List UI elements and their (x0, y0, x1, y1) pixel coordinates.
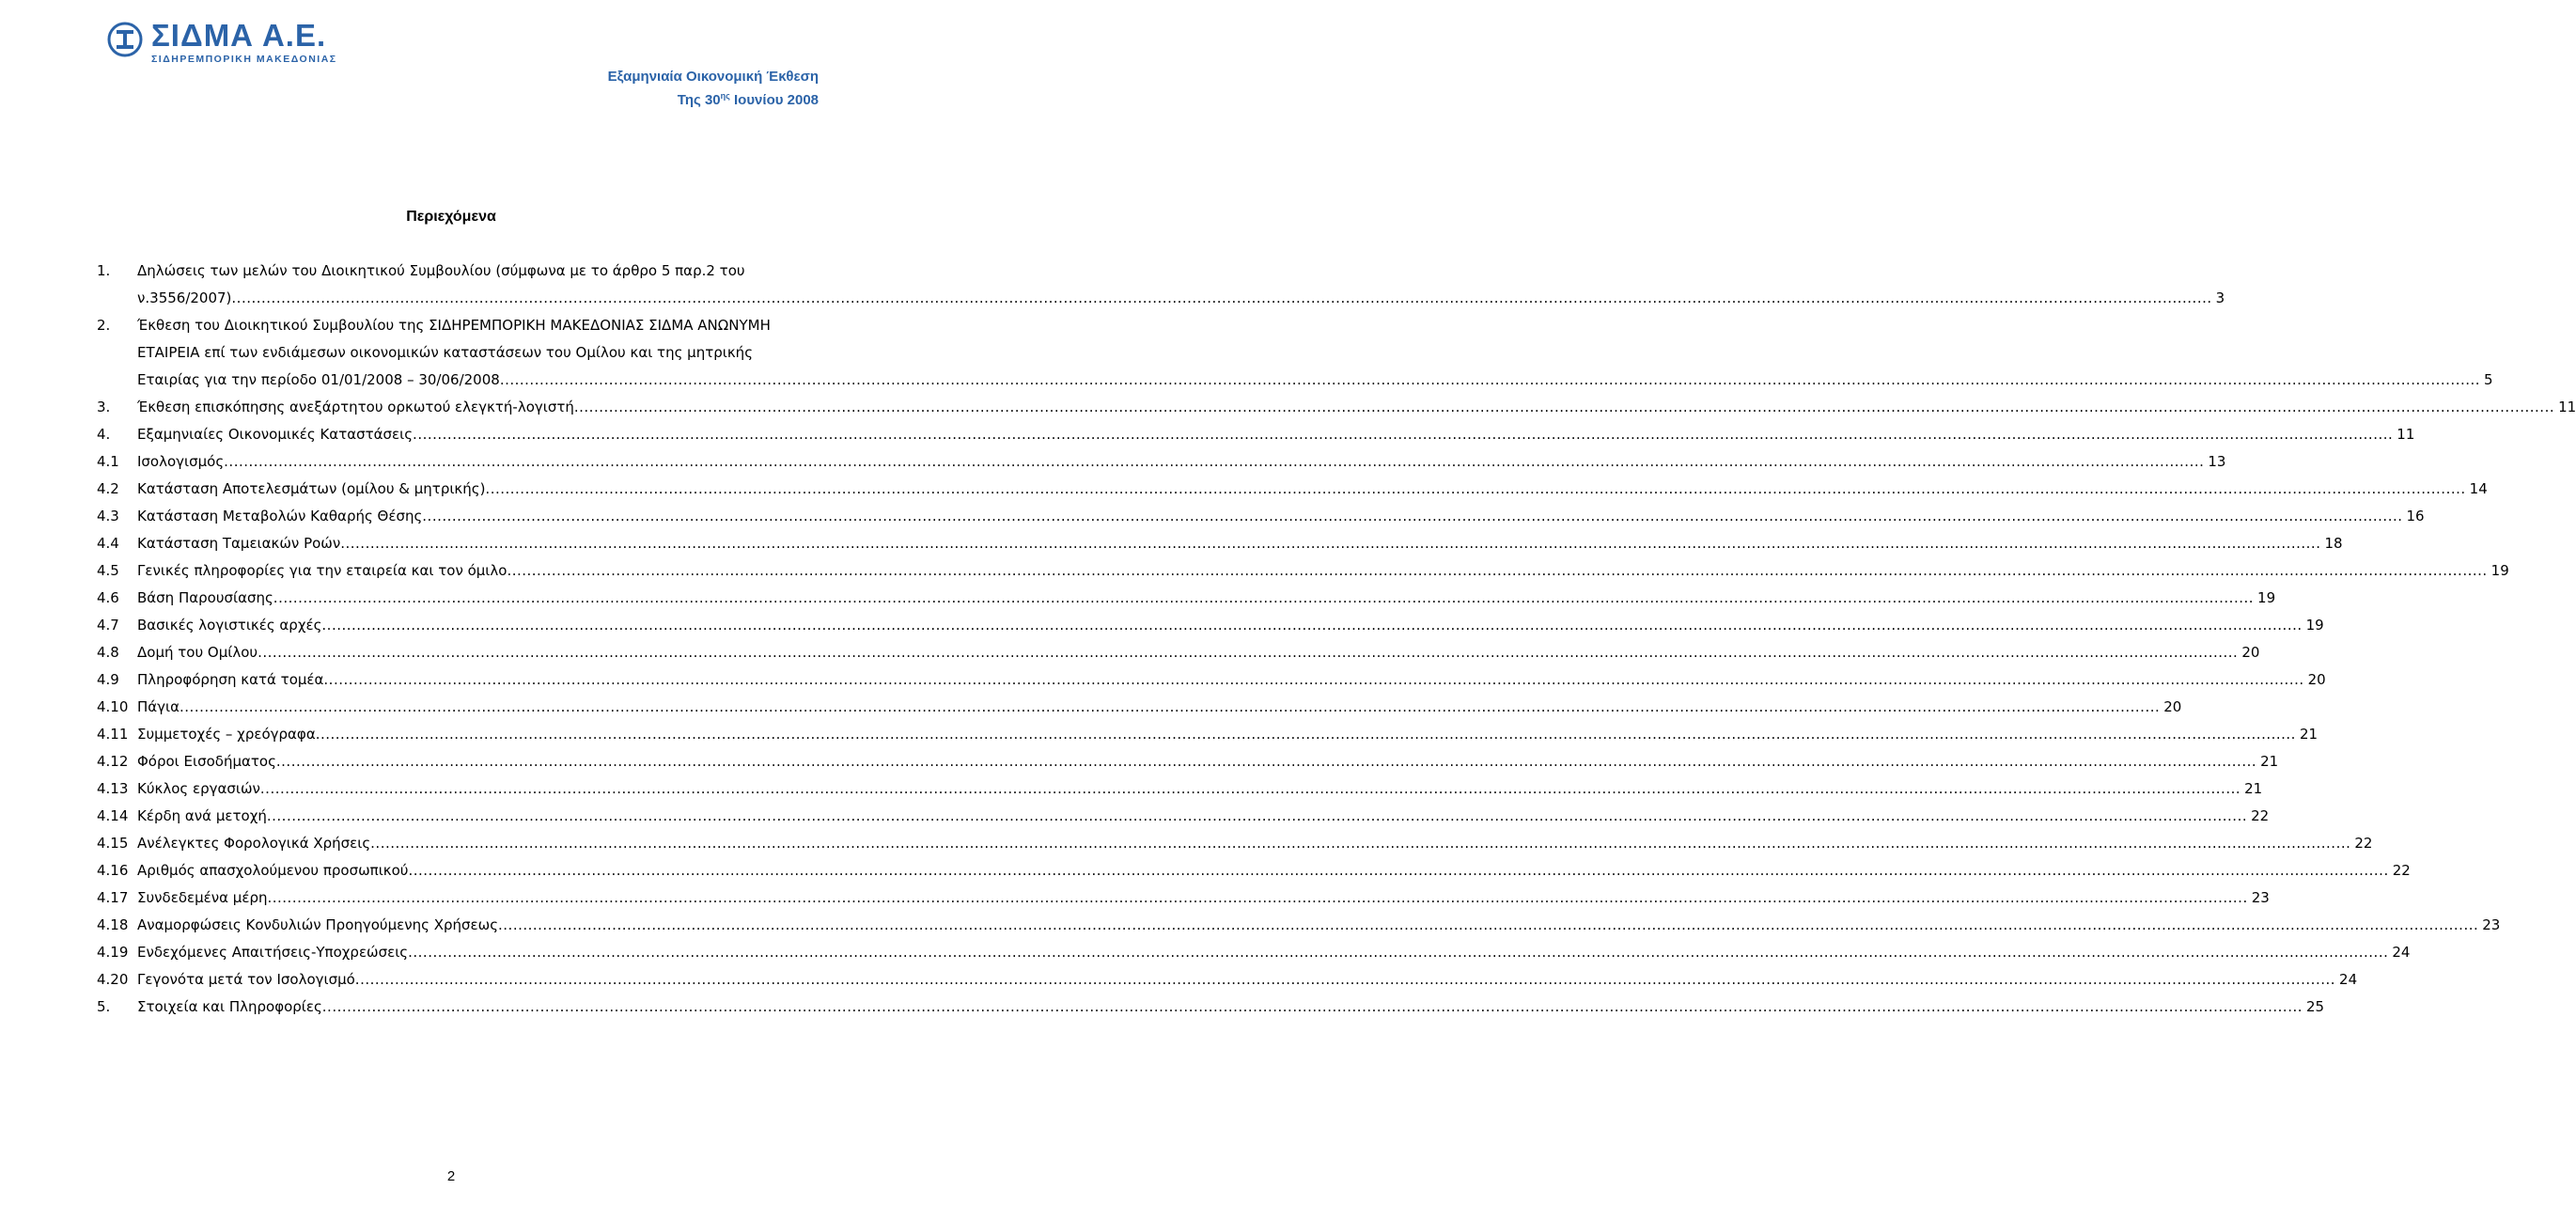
toc-entry[interactable] (97, 721, 2318, 748)
toc-page-number: 14 (2469, 480, 2488, 497)
toc-entry-title: Ισολογισμός (137, 453, 225, 470)
toc-entry[interactable] (97, 612, 2324, 639)
toc-entry-title: Πληροφόρηση κατά τομέα (137, 671, 324, 688)
toc-dot-leader: ................................................................................................................................................................................................................................................................................................................................................................................................................ (231, 290, 2212, 306)
toc-entry-title: Φόροι Εισοδήματος (137, 753, 276, 770)
toc-dot-leader: ................................................................................................................................................................................................................................................................................................................................................................................................................ (323, 671, 2304, 688)
toc-entry-number: 3. (97, 399, 111, 415)
toc-entry-number: 5. (97, 998, 111, 1015)
table-of-contents (97, 258, 2576, 1021)
toc-entry-title: Κέρδη ανά μετοχή (137, 807, 267, 824)
toc-page-number: 24 (2392, 944, 2411, 961)
toc-page-number: 19 (2490, 562, 2509, 579)
report-date-suffix: Ιουνίου 2008 (734, 92, 819, 108)
toc-dot-leader: ................................................................................................................................................................................................................................................................................................................................................................................................................ (507, 562, 2488, 579)
toc-dot-leader: ................................................................................................................................................................................................................................................................................................................................................................................................................ (370, 835, 2351, 852)
toc-entry-number: 4.13 (97, 780, 129, 797)
toc-dot-leader: ................................................................................................................................................................................................................................................................................................................................................................................................................ (340, 535, 2321, 552)
toc-entry-number: 4.19 (97, 944, 129, 961)
page-number: 2 (446, 1168, 456, 1184)
toc-dot-leader: ................................................................................................................................................................................................................................................................................................................................................................................................................ (408, 862, 2389, 879)
toc-page-number: 11 (2396, 426, 2415, 443)
toc-entry-title: Έκθεση επισκόπησης ανεξάρτητου ορκωτού ελεγκτή-λογιστή (137, 399, 574, 415)
toc-page-number: 20 (2163, 698, 2182, 715)
toc-dot-leader: ................................................................................................................................................................................................................................................................................................................................................................................................................ (180, 698, 2161, 715)
report-date-prefix: Της 30 (677, 92, 721, 108)
toc-entry-title: ΕΤΑΙΡΕΙΑ επί των ενδιάμεσων οικονομικών καταστάσεων του Ομίλου και της μητρικής (137, 344, 753, 361)
toc-entry-title: Δομή του Ομίλου (137, 644, 258, 661)
toc-entry-title: Εξαμηνιαίες Οικονομικές Καταστάσεις (137, 426, 414, 443)
toc-page-number: 3 (2215, 290, 2225, 306)
toc-page-number: 23 (2251, 889, 2270, 906)
toc-dot-leader: ................................................................................................................................................................................................................................................................................................................................................................................................................ (224, 453, 2205, 470)
toc-page-number: 22 (2392, 862, 2411, 879)
toc-page-number: 21 (2299, 726, 2318, 743)
toc-page-number: 22 (2354, 835, 2373, 852)
toc-dot-leader: ................................................................................................................................................................................................................................................................................................................................................................................................................ (573, 399, 2555, 415)
toc-entry-title: Εταιρίας για την περίοδο 01/01/2008 – 30/06/2008 (137, 371, 500, 388)
toc-dot-leader: ................................................................................................................................................................................................................................................................................................................................................................................................................ (408, 944, 2389, 961)
toc-dot-leader: ................................................................................................................................................................................................................................................................................................................................................................................................................ (258, 644, 2239, 661)
toc-entry-number: 4.7 (97, 617, 119, 634)
toc-dot-leader: ................................................................................................................................................................................................................................................................................................................................................................................................................ (275, 753, 2257, 770)
toc-entry-title: Βάση Παρουσίασης (137, 589, 273, 606)
toc-entry[interactable] (97, 994, 2325, 1021)
toc-entry[interactable] (97, 748, 2279, 775)
toc-dot-leader: ................................................................................................................................................................................................................................................................................................................................................................................................................ (413, 426, 2394, 443)
toc-page-number: 16 (2406, 508, 2425, 524)
toc-entry-title: Κύκλος εργασιών (137, 780, 260, 797)
toc-page-number: 22 (2251, 807, 2270, 824)
toc-entry-number: 4.16 (97, 862, 129, 879)
toc-entry-number: 4.1 (97, 453, 119, 470)
toc-entry-number: 4.14 (97, 807, 129, 824)
toc-entry[interactable] (97, 639, 2260, 666)
toc-page-number: 21 (2260, 753, 2279, 770)
toc-entry-number: 4. (97, 426, 111, 443)
toc-entry[interactable] (97, 830, 2373, 857)
toc-entry[interactable] (97, 694, 2182, 721)
report-date (608, 86, 819, 110)
toc-dot-leader: ................................................................................................................................................................................................................................................................................................................................................................................................................ (321, 617, 2303, 634)
toc-entry[interactable] (97, 966, 2358, 994)
toc-entry-title: Συνδεδεμένα μέρη (137, 889, 268, 906)
toc-entry-title: Ενδεχόμενες Απαιτήσεις-Υποχρεώσεις (137, 944, 409, 961)
toc-entry[interactable] (97, 775, 2263, 803)
toc-entry[interactable] (97, 557, 2509, 585)
toc-dot-leader: ................................................................................................................................................................................................................................................................................................................................................................................................................ (485, 480, 2466, 497)
toc-entry-number: 4.9 (97, 671, 119, 688)
toc-dot-leader: ................................................................................................................................................................................................................................................................................................................................................................................................................ (422, 508, 2403, 524)
report-header (608, 68, 819, 110)
toc-entry-number: 1. (97, 262, 111, 279)
toc-page-number: 25 (2306, 998, 2325, 1015)
toc-entry[interactable] (97, 585, 2276, 612)
toc-entry-number: 4.17 (97, 889, 129, 906)
toc-dot-leader: ................................................................................................................................................................................................................................................................................................................................................................................................................ (354, 971, 2336, 988)
toc-entry-number: 4.11 (97, 726, 129, 743)
toc-entry-title: Γενικές πληροφορίες για την εταιρεία και τον όμιλο (137, 562, 507, 579)
toc-page-number: 21 (2244, 780, 2263, 797)
toc-page-number: 18 (2324, 535, 2343, 552)
toc-entry-number: 4.18 (97, 916, 129, 933)
toc-entry-title: Κατάσταση Ταμειακών Ροών (137, 535, 341, 552)
toc-entry-title: Κατάσταση Μεταβολών Καθαρής Θέσης (137, 508, 423, 524)
toc-entry-number: 4.2 (97, 480, 119, 497)
toc-page-number: 11 (2558, 399, 2576, 415)
toc-dot-leader: ................................................................................................................................................................................................................................................................................................................................................................................................................ (267, 889, 2248, 906)
toc-entry-title: Πάγια (137, 698, 180, 715)
toc-entry[interactable] (97, 857, 2411, 884)
toc-page-number: 20 (2241, 644, 2260, 661)
toc-entry[interactable] (97, 312, 2493, 394)
toc-page-number: 19 (2257, 589, 2276, 606)
toc-entry-title: Αριθμός απασχολούμενου προσωπικού (137, 862, 409, 879)
toc-entry-number: 4.15 (97, 835, 129, 852)
toc-title: Περιεχόμενα (406, 209, 496, 225)
toc-page-number: 5 (2484, 371, 2493, 388)
logo-company-name: ΣΙΔΜΑ Α.Ε. (151, 18, 327, 53)
toc-page-number: 23 (2482, 916, 2501, 933)
toc-dot-leader: ................................................................................................................................................................................................................................................................................................................................................................................................................ (273, 589, 2255, 606)
toc-entry[interactable] (97, 803, 2270, 830)
toc-dot-leader: ................................................................................................................................................................................................................................................................................................................................................................................................................ (499, 371, 2481, 388)
toc-entry-number: 4.20 (97, 971, 129, 988)
toc-entry-title: Δηλώσεις των μελών του Διοικητικού Συμβουλίου (σύμφωνα με το άρθρο 5 παρ.2 του (137, 262, 745, 279)
toc-entry[interactable] (97, 448, 2226, 476)
toc-page-number: 24 (2339, 971, 2358, 988)
toc-entry-title: Συμμετοχές – χρεόγραφα (137, 726, 316, 743)
logo-company-subtitle: ΣΙΔΗΡΕΜΠΟΡΙΚΗ ΜΑΚΕΔΟΝΙΑΣ (151, 54, 337, 65)
toc-dot-leader: ................................................................................................................................................................................................................................................................................................................................................................................................................ (321, 998, 2303, 1015)
toc-entry[interactable] (97, 476, 2488, 503)
toc-entry-title: Ανέλεγκτες Φορολογικά Χρήσεις (137, 835, 371, 852)
toc-entry-title: Έκθεση του Διοικητικού Συμβουλίου της ΣΙΔΗΡΕΜΠΟΡΙΚΗ ΜΑΚΕΔΟΝΙΑΣ ΣΙΔΜΑ ΑΝΩΝΥΜΗ (137, 317, 771, 334)
company-emblem-icon (106, 21, 144, 58)
toc-entry-number: 4.3 (97, 508, 119, 524)
report-date-superscript: ης (720, 91, 730, 101)
toc-entry-number: 4.12 (97, 753, 129, 770)
toc-entry-title: Αναμορφώσεις Κονδυλιών Προηγούμενης Χρήσεως (137, 916, 499, 933)
toc-entry[interactable] (97, 258, 2225, 312)
toc-entry[interactable] (97, 394, 2576, 421)
toc-entry-title: Γεγονότα μετά τον Ισολογισμό (137, 971, 355, 988)
toc-dot-leader: ................................................................................................................................................................................................................................................................................................................................................................................................................ (498, 916, 2479, 933)
toc-entry-number: 2. (97, 317, 111, 334)
toc-page-number: 19 (2305, 617, 2324, 634)
toc-entry-number: 4.4 (97, 535, 119, 552)
report-title: Εξαμηνιαία Οικονομική Έκθεση (607, 69, 819, 85)
toc-entry[interactable] (97, 912, 2501, 939)
toc-entry-number: 4.8 (97, 644, 119, 661)
toc-entry[interactable] (97, 666, 2326, 694)
toc-dot-leader: ................................................................................................................................................................................................................................................................................................................................................................................................................ (259, 780, 2241, 797)
toc-entry[interactable] (97, 884, 2270, 912)
toc-entry-number: 4.6 (97, 589, 119, 606)
toc-page-number: 13 (2208, 453, 2226, 470)
toc-entry[interactable] (97, 503, 2425, 530)
toc-entry-number: 4.10 (97, 698, 129, 715)
toc-dot-leader: ................................................................................................................................................................................................................................................................................................................................................................................................................ (315, 726, 2296, 743)
toc-page-number: 20 (2307, 671, 2326, 688)
toc-entry[interactable] (97, 939, 2411, 966)
toc-dot-leader: ................................................................................................................................................................................................................................................................................................................................................................................................................ (266, 807, 2248, 824)
toc-entry-title: Βασικές λογιστικές αρχές (137, 617, 322, 634)
toc-entry-title: Στοιχεία και Πληροφορίες (137, 998, 322, 1015)
toc-entry[interactable] (97, 421, 2415, 448)
toc-entry-number: 4.5 (97, 562, 119, 579)
toc-entry-title: Κατάσταση Αποτελεσμάτων (ομίλου & μητρικής) (137, 480, 486, 497)
toc-entry[interactable] (97, 530, 2343, 557)
toc-entry-title: ν.3556/2007) (137, 290, 232, 306)
